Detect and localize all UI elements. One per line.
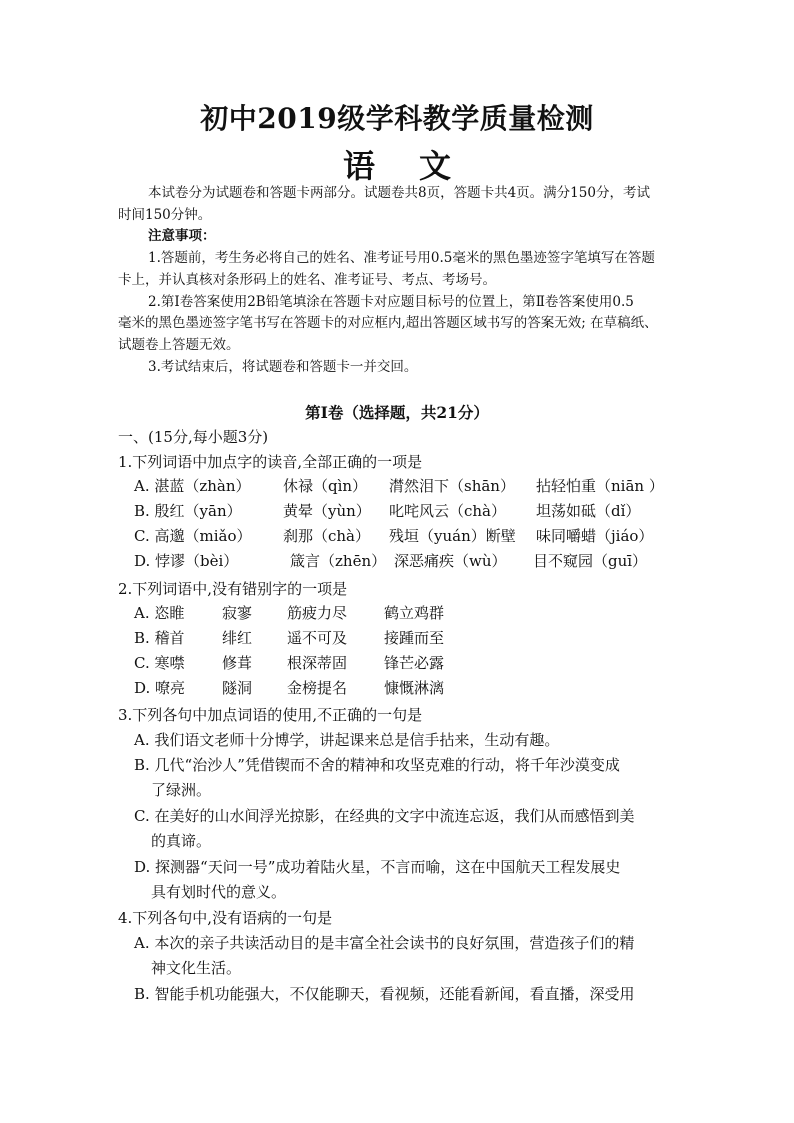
q3-option-a: A. 我们语文老师十分博学，讲起课来总是信手拈来，生动有趣。 [134,731,560,749]
q2-a-2: 寂寥 [222,604,253,622]
notice-1a: 1.答题前，考生务必将自己的姓名、准考证号用0.5毫米的黑色墨迹签字笔填写在答题 [148,250,655,266]
q1-c-1: C. 高邈（miǎo） [134,527,252,545]
notice-3: 3.考试结束后，将试题卷和答题卡一并交回。 [148,359,418,375]
q3-option-c-line2: 的真谛。 [151,832,212,850]
q2-d-4: 慷慨淋漓 [384,679,445,697]
q2-c-2: 修葺 [222,654,253,672]
q1-stem: 1.下列词语中加点字的读音,全部正确的一项是 [118,453,423,471]
q1-d-3: 深恶痛疾（wù） [394,552,507,570]
subject-title: 语文 [342,147,495,185]
part-heading: 一、(15分,每小题3分) [118,428,269,446]
q2-b-4: 接踵而至 [384,629,445,647]
q4-option-b-line1: B. 智能手机功能强大，不仅能聊天，看视频，还能看新闻，看直播，深受用 [134,985,635,1003]
q2-d-3: 金榜提名 [287,679,348,697]
q1-d-1: D. 悖谬（bèi） [134,552,239,570]
intro-line-1: 本试卷分为试题卷和答题卡两部分。试题卷共8页，答题卡共4页。满分150分，考试 [148,185,650,201]
q2-c-3: 根深蒂固 [287,654,348,672]
q2-b-1: B. 稽首 [134,629,185,647]
q2-d-2: 隧洞 [222,679,253,697]
q1-a-2: 休禄（qìn） [283,477,368,495]
q2-c-1: C. 寒噤 [134,654,185,672]
intro-line-2: 时间150分钟。 [118,207,212,223]
q2-a-1: A. 恣睢 [134,604,185,622]
q1-c-2: 刹那（chà） [283,527,371,545]
q1-b-3: 叱咤风云（chà） [389,502,507,520]
notice-1b: 卡上，并认真核对条形码上的姓名、准考证号、考点、考场号。 [118,272,496,288]
notice-2c: 试题卷上答题无效。 [118,337,240,353]
q2-a-4: 鹤立鸡群 [384,604,445,622]
q1-d-2: 箴言（zhēn） [290,552,387,570]
q3-option-c-line1: C. 在美好的山水间浮光掠影，在经典的文字中流连忘返，我们从而感悟到美 [134,807,635,825]
exam-title: 初中2019级学科教学质量检测 [200,102,594,135]
q1-b-4: 坦荡如砥（dǐ） [536,502,641,520]
q3-option-b-line1: B. 几代“治沙人”凭借锲而不舍的精神和攻坚克难的行动，将千年沙漠变成 [134,756,620,774]
notice-title: 注意事项： [148,228,216,244]
q1-c-3: 残垣（yuán）断壁 [389,527,516,545]
q2-a-3: 筋疲力尽 [287,604,348,622]
q1-b-2: 黄晕（yùn） [283,502,371,520]
q1-a-4: 拈轻怕重（niān ） [536,477,664,495]
q2-c-4: 锋芒必露 [384,654,445,672]
q2-b-3: 遥不可及 [287,629,348,647]
q1-a-1: A. 湛蓝（zhàn） [134,477,251,495]
q3-stem: 3.下列各句中加点词语的使用,不正确的一句是 [118,706,423,724]
q4-option-a-line2: 神文化生活。 [151,959,242,977]
q1-c-4: 味同嚼蜡（jiáo） [536,527,654,545]
q2-b-2: 绯红 [222,629,253,647]
q3-option-d-line1: D. 探测器“天问一号”成功着陆火星，不言而喻，这在中国航天工程发展史 [134,858,621,876]
q4-stem: 4.下列各句中,没有语病的一句是 [118,909,333,927]
q2-stem: 2.下列词语中,没有错别字的一项是 [118,580,348,598]
q3-option-d-line2: 具有划时代的意义。 [151,883,287,901]
q1-d-4: 目不窥园（guī） [533,552,648,570]
q1-a-3: 潸然泪下（shān） [389,477,515,495]
section-title: 第Ⅰ卷（选择题，共21分） [305,403,489,422]
q3-option-b-line2: 了绿洲。 [151,781,212,799]
notice-2a: 2.第Ⅰ卷答案使用2B铅笔填涂在答题卡对应题目标号的位置上，第Ⅱ卷答案使用0.5 [148,294,634,310]
q1-b-1: B. 殷红（yān） [134,502,242,520]
q2-d-1: D. 嘹亮 [134,679,186,697]
notice-2b: 毫米的黑色墨迹签字笔书写在答题卡的对应框内,超出答题区域书写的答案无效; 在草稿纸、 [118,315,658,331]
q4-option-a-line1: A. 本次的亲子共读活动目的是丰富全社会读书的良好氛围，营造孩子们的精 [134,934,635,952]
